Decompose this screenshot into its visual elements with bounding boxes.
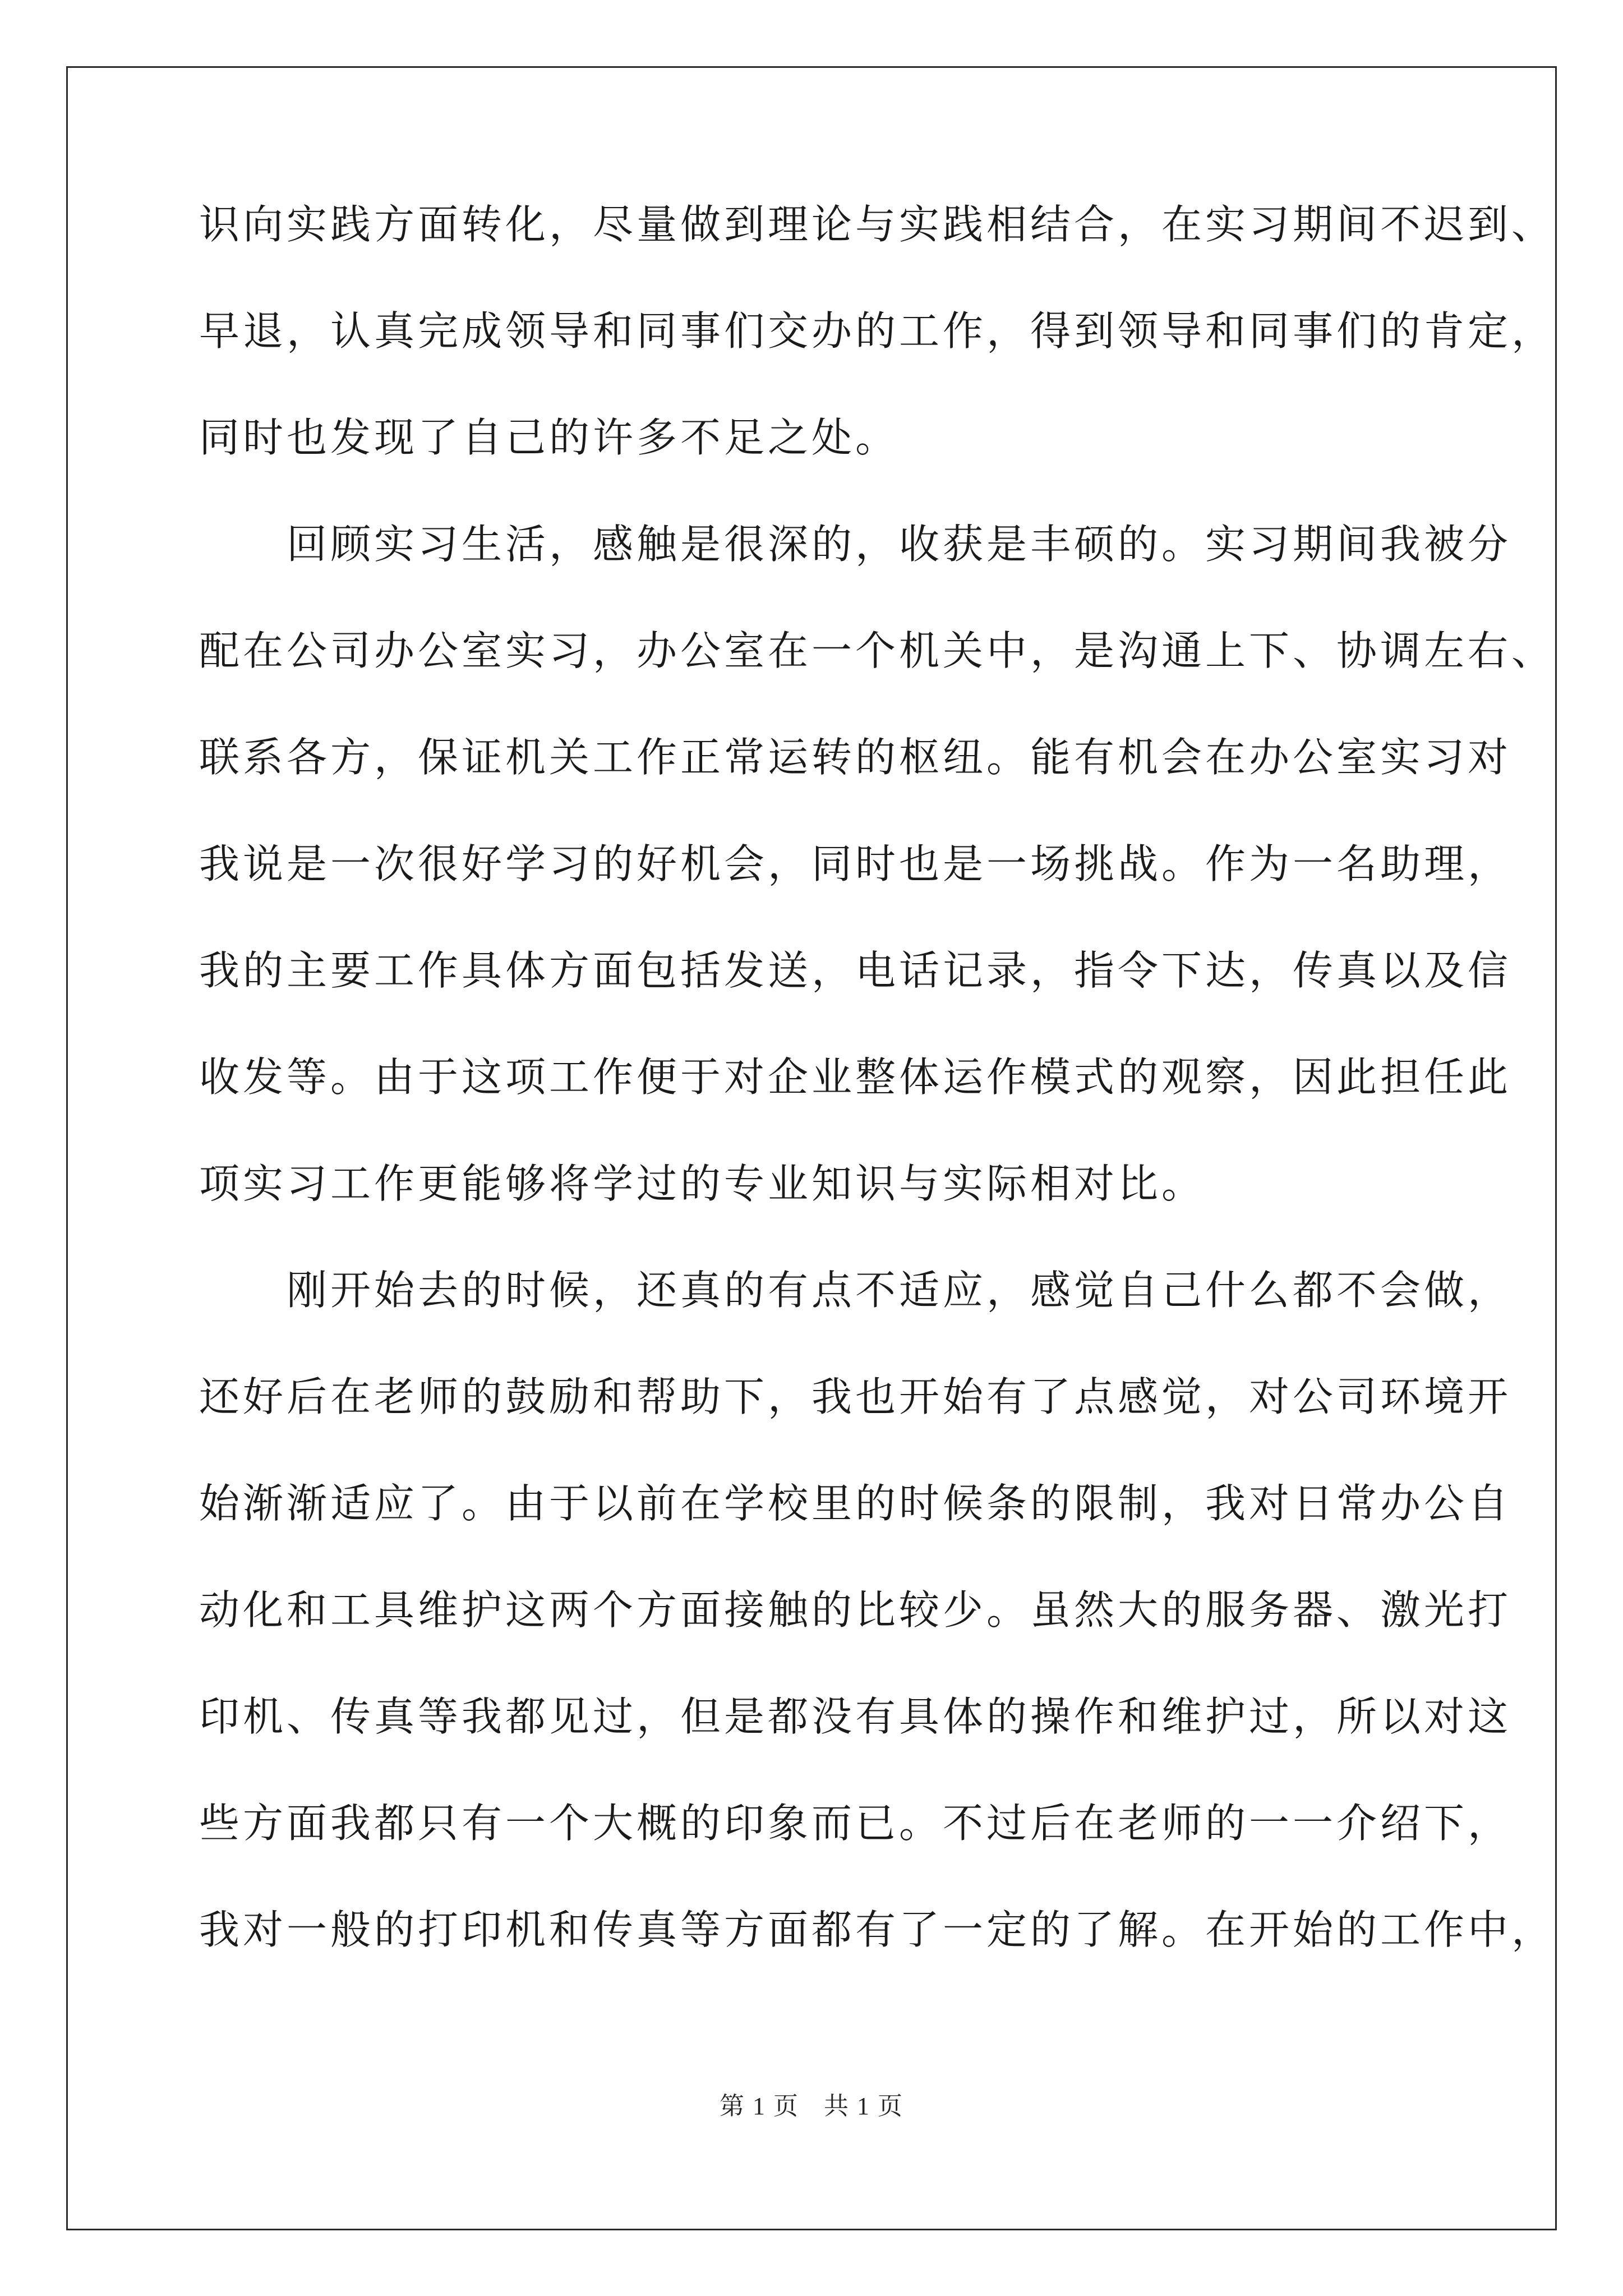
text-line: 始渐渐适应了。由于以前在学校里的时候条的限制，我对日常办公自 [199,1480,1512,1527]
page-number: 第 1 页 [720,2092,799,2120]
text-line: 同时也发现了自己的许多不足之处。 [199,414,900,461]
text-line: 配在公司办公室实习，办公室在一个机关中，是沟通上下、协调左右、 [199,627,1556,674]
text-line: 些方面我都只有一个大概的印象而已。不过后在老师的一一介绍下， [199,1800,1512,1847]
text-line: 印机、传真等我都见过，但是都没有具体的操作和维护过，所以对这 [199,1693,1512,1740]
text-line: 刚开始去的时候，还真的有点不适应，感觉自己什么都不会做， [199,1267,1512,1314]
text-line: 收发等。由于这项工作便于对企业整体运作模式的观察，因此担任此 [199,1053,1512,1101]
text-line: 回顾实习生活，感触是很深的，收获是丰硕的。实习期间我被分 [199,521,1512,568]
text-line: 我说是一次很好学习的好机会，同时也是一场挑战。作为一名助理， [199,840,1512,887]
text-line: 项实习工作更能够将学过的专业知识与实际相对比。 [199,1160,1206,1207]
text-line: 我对一般的打印机和传真等方面都有了一定的了解。在开始的工作中， [199,1906,1556,1953]
text-line: 动化和工具维护这两个方面接触的比较少。虽然大的服务器、激光打 [199,1586,1512,1634]
page-total: 共 1 页 [824,2092,903,2120]
text-line: 识向实践方面转化，尽量做到理论与实践相结合，在实习期间不迟到、 [199,201,1556,248]
text-line: 还好后在老师的鼓励和帮助下，我也开始有了点感觉，对公司环境开 [199,1373,1512,1420]
page-footer [0,2086,1623,2122]
text-line: 联系各方，保证机关工作正常运转的枢纽。能有机会在办公室实习对 [199,734,1512,781]
text-line: 早退，认真完成领导和同事们交办的工作，得到领导和同事们的肯定， [199,307,1556,355]
text-line: 我的主要工作具体方面包括发送，电话记录，指令下达，传真以及信 [199,947,1512,994]
